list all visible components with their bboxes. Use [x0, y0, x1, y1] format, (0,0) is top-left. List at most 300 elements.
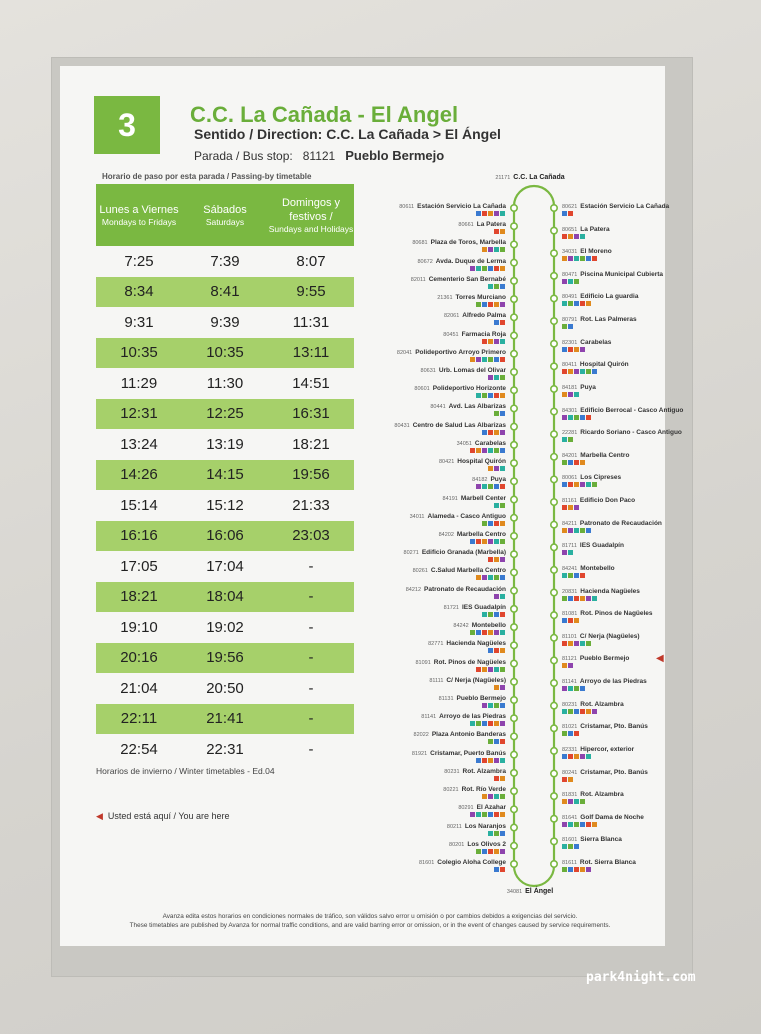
line-tag — [568, 844, 573, 849]
stop-code: 81141 — [421, 714, 437, 721]
line-tag — [500, 503, 505, 508]
line-tag — [488, 266, 493, 271]
timetable-row — [96, 307, 354, 338]
line-tag — [574, 822, 579, 827]
line-tag — [500, 575, 505, 580]
stop-right — [562, 542, 624, 555]
stop-code: 81161 — [562, 498, 577, 505]
stop-dot — [511, 423, 517, 429]
line-tag — [500, 812, 505, 817]
stop-left — [429, 677, 506, 690]
stop-name: C.Salud Marbella Centro — [430, 567, 506, 575]
stop-left — [412, 239, 506, 252]
line-tags — [443, 503, 506, 508]
line-tags — [411, 284, 506, 289]
direction-label: Sentido / Direction: — [194, 126, 323, 142]
line-tag — [494, 648, 499, 653]
line-tag — [574, 460, 579, 465]
line-tags — [421, 375, 506, 380]
line-tag — [494, 575, 499, 580]
stop-code: 80211 — [446, 823, 462, 830]
stop-dot — [551, 386, 557, 392]
line-tag — [482, 849, 487, 854]
stop-code: 82301 — [562, 339, 578, 346]
line-tag — [568, 573, 573, 578]
line-tag — [482, 721, 487, 726]
line-tag — [482, 612, 487, 617]
terminal-code: 21171 — [495, 175, 511, 181]
line-tag — [574, 415, 579, 420]
time-saturday: 7:39 — [210, 252, 240, 270]
line-tag — [568, 641, 573, 646]
line-tag — [574, 256, 579, 261]
time-weekday: 16:16 — [96, 521, 182, 552]
stop-dot — [551, 770, 557, 776]
line-tag — [574, 641, 579, 646]
stop-code: 81131 — [438, 696, 454, 702]
line-tags — [413, 575, 506, 580]
line-tag — [562, 301, 567, 306]
stop-left — [415, 659, 506, 672]
stop-right — [562, 859, 636, 872]
stop-code: 80061 — [562, 475, 578, 482]
stop-dot — [551, 680, 557, 686]
stop-dot — [511, 533, 517, 539]
line-tag — [568, 369, 573, 374]
line-tag — [580, 867, 585, 872]
line-tag — [482, 703, 487, 708]
direction-to: El Ángel — [444, 126, 501, 142]
timetable-heading: Horario de paso por esta parada / Passing-by timetable — [102, 172, 312, 181]
stop-code: 81601 — [562, 837, 578, 844]
stop-left — [406, 586, 506, 599]
stop-code: 80661 — [458, 222, 474, 229]
stop-code: 80271 — [403, 550, 419, 557]
stop-name: Avd. Las Albarizas — [448, 403, 506, 411]
line-tag — [580, 256, 585, 261]
stop-name: Alfredo Palma — [462, 312, 506, 320]
time-weekday: 9:31 — [124, 313, 154, 331]
stop-code: 84241 — [562, 565, 578, 572]
stop-dot — [551, 295, 557, 301]
time-weekday: 20:16 — [96, 643, 182, 674]
bus-stop-line — [194, 148, 444, 163]
line-tag — [500, 758, 505, 763]
stop-name: Edificio La guardia — [580, 293, 639, 301]
timetable-row — [96, 277, 354, 308]
time-saturday: 21:41 — [182, 704, 268, 735]
line-tag — [500, 703, 505, 708]
line-tag — [500, 284, 505, 289]
line-tags — [458, 229, 506, 234]
line-tags — [562, 415, 683, 420]
line-tags — [562, 505, 635, 510]
line-tag — [568, 437, 573, 442]
stop-left — [444, 604, 506, 617]
stop-code: 81641 — [562, 814, 578, 821]
time-saturday: 19:56 — [182, 643, 268, 674]
stop-dot — [511, 806, 517, 812]
stop-name: IES Guadalpín — [579, 542, 624, 550]
time-sunday: 23:03 — [268, 521, 354, 552]
line-tag — [562, 777, 567, 782]
stop-left — [404, 549, 506, 562]
stop-code: 81101 — [562, 633, 577, 640]
stop-name: Montebello — [471, 622, 506, 630]
line-tag — [568, 822, 573, 827]
stop-left — [413, 567, 506, 580]
stop-code: 81091 — [415, 659, 431, 666]
stop-dot — [511, 351, 517, 357]
line-tag — [562, 641, 567, 646]
line-tags — [562, 822, 644, 827]
stop-left — [443, 331, 506, 344]
stop-right — [562, 203, 669, 216]
time-weekday: 17:05 — [120, 557, 158, 575]
line-tag — [500, 411, 505, 416]
line-tag — [580, 347, 585, 352]
line-tags — [562, 596, 640, 601]
stop-code: 82771 — [428, 641, 444, 648]
line-tag — [482, 430, 487, 435]
line-tag — [586, 754, 591, 759]
line-tag — [494, 339, 499, 344]
line-tags — [437, 302, 506, 307]
timetable-row — [96, 246, 354, 277]
time-weekday: 21:04 — [120, 679, 158, 697]
line-tag — [586, 822, 591, 827]
stop-dot — [511, 442, 517, 448]
line-tags — [562, 460, 629, 465]
line-tag — [568, 392, 573, 397]
line-tags — [562, 482, 621, 487]
stop-left — [414, 385, 506, 398]
line-tag — [592, 596, 597, 601]
stop-code: 82041 — [396, 349, 413, 356]
time-weekday: 8:34 — [96, 277, 182, 308]
stop-dot — [511, 332, 517, 338]
stop-left — [418, 258, 507, 271]
line-tags — [419, 867, 506, 872]
line-tags — [562, 324, 637, 329]
stop-code: 80231 — [562, 701, 578, 708]
stop-name: Patronato de Recaudación — [579, 519, 662, 527]
stop-code: 80651 — [562, 226, 578, 233]
line-tag — [482, 448, 487, 453]
stop-name: Hipercor, exterior — [580, 745, 635, 753]
stop-code: 80421 — [438, 459, 455, 466]
stop-left — [443, 495, 506, 508]
stop-dot — [551, 363, 557, 369]
line-tag — [586, 867, 591, 872]
stop-name: Carabelas — [474, 439, 506, 447]
line-tag — [500, 849, 505, 854]
line-tag — [482, 302, 487, 307]
stop-dot — [551, 725, 557, 731]
line-tags — [562, 799, 624, 804]
line-tag — [470, 812, 475, 817]
stop-name: C/ Nerja (Nagüeles) — [446, 676, 506, 684]
col-saturdays: Sábados Saturdays — [182, 184, 268, 246]
line-tag — [574, 799, 579, 804]
stop-dot — [511, 861, 517, 867]
time-sunday: 19:56 — [268, 460, 354, 491]
line-tag — [500, 393, 505, 398]
line-tags — [562, 754, 634, 759]
line-tags — [412, 247, 506, 252]
line-tag — [494, 612, 499, 617]
time-sunday: 21:33 — [292, 496, 330, 514]
stop-left — [439, 458, 506, 471]
line-tag — [580, 482, 585, 487]
stop-left — [412, 750, 506, 763]
line-tag — [482, 521, 487, 526]
line-tag — [488, 357, 493, 362]
stop-left — [472, 476, 506, 489]
line-tags — [458, 812, 506, 817]
stop-dot — [511, 660, 517, 666]
line-tag — [592, 369, 597, 374]
line-tag — [500, 339, 505, 344]
line-tags — [447, 831, 506, 836]
stop-right — [562, 746, 634, 759]
terminal-name: El Ángel — [525, 888, 554, 895]
line-tag — [586, 256, 591, 261]
stop-label: Parada / Bus stop: — [194, 149, 293, 163]
line-tag — [494, 302, 499, 307]
stop-code: 34011 — [409, 513, 425, 520]
timetable-row — [96, 673, 354, 704]
line-tags — [406, 594, 506, 599]
line-tag — [568, 301, 573, 306]
stop-dot — [551, 205, 557, 211]
red-triangle-icon: ◀ — [96, 811, 103, 821]
stop-name: Rot. Pinos de Nagüeles — [580, 610, 653, 618]
line-tag — [562, 550, 567, 555]
line-tag — [562, 324, 567, 329]
time-sunday: - — [268, 704, 354, 735]
timetable-row — [96, 704, 354, 735]
stop-code: 80441 — [430, 404, 446, 411]
line-tag — [500, 867, 505, 872]
stop-right — [562, 293, 638, 306]
line-tag — [488, 284, 493, 289]
stop-right — [562, 497, 635, 510]
stop-dot — [511, 515, 517, 521]
stop-dot — [511, 259, 517, 265]
time-weekday: 19:10 — [120, 618, 158, 636]
stop-dot — [511, 241, 517, 247]
line-tag — [568, 686, 573, 691]
stop-dot — [551, 454, 557, 460]
line-tag — [574, 505, 579, 510]
stop-name: IES Guadalpín — [461, 603, 506, 611]
stop-name: Torres Murciano — [455, 294, 506, 302]
line-tags — [412, 758, 506, 763]
line-tag — [562, 799, 567, 804]
terminal-code: 34081 — [506, 889, 523, 895]
stop-code: 80221 — [443, 787, 459, 794]
line-tag — [500, 375, 505, 380]
stop-name: El Moreno — [580, 248, 612, 256]
stop-code: 81711 — [562, 543, 577, 550]
timetable-row — [96, 551, 354, 582]
line-tag — [562, 754, 567, 759]
line-tag — [562, 211, 567, 216]
stop-left — [410, 513, 506, 526]
line-tag — [470, 630, 475, 635]
stop-name: La Patera — [580, 225, 610, 233]
stop-dot — [551, 476, 557, 482]
line-tag — [482, 211, 487, 216]
stop-dot — [511, 624, 517, 630]
line-tags — [472, 484, 506, 489]
line-tag — [500, 630, 505, 635]
line-tag — [488, 849, 493, 854]
line-tag — [494, 484, 499, 489]
stop-left — [437, 294, 506, 307]
stop-name: Puya — [490, 476, 506, 484]
stop-dot — [511, 697, 517, 703]
stop-name: Rot. Pinos de Nagüeles — [433, 658, 506, 666]
stop-dot — [511, 478, 517, 484]
line-tag — [488, 211, 493, 216]
stop-dot — [551, 250, 557, 256]
stop-code: 81121 — [562, 656, 577, 663]
line-tags — [439, 703, 506, 708]
line-tag — [470, 448, 475, 453]
stop-code: 84211 — [562, 520, 577, 527]
line-tag — [494, 849, 499, 854]
line-tag — [574, 369, 579, 374]
time-saturday: 19:02 — [206, 618, 244, 636]
line-tag — [494, 594, 499, 599]
stop-right — [562, 723, 648, 736]
line-tag — [580, 573, 585, 578]
stop-dot — [511, 369, 517, 375]
line-tag — [586, 596, 591, 601]
line-tags — [562, 392, 596, 397]
line-tags — [562, 663, 629, 668]
stop-code: 21361 — [437, 295, 453, 302]
stop-dot — [551, 793, 557, 799]
stop-name: Edificio Berrocal - Casco Antiguo — [580, 406, 684, 414]
here-en: You are here — [178, 811, 230, 821]
stop-dot — [551, 861, 557, 867]
line-tag — [488, 521, 493, 526]
line-tag — [562, 822, 567, 827]
line-tag — [500, 448, 505, 453]
line-tag — [562, 618, 567, 623]
stop-name: Cristamar, Puerto Banús — [430, 749, 506, 757]
line-tag — [562, 234, 567, 239]
stop-dot — [551, 589, 557, 595]
line-tag — [500, 831, 505, 836]
stop-right — [562, 633, 640, 646]
stop-left — [394, 422, 506, 435]
stop-name: Hospital Quirón — [579, 361, 629, 369]
time-sunday: - — [308, 740, 314, 758]
line-tag — [494, 229, 499, 234]
line-tags — [562, 686, 647, 691]
stop-right — [562, 588, 640, 601]
line-tag — [476, 758, 481, 763]
terminal-name: C.C. La Cañada — [513, 174, 565, 181]
line-tag — [494, 211, 499, 216]
stop-name: Piscina Municipal Cubierta — [580, 270, 664, 278]
line-tag — [562, 279, 567, 284]
stop-code: 80681 — [412, 240, 428, 247]
stop-dot — [511, 587, 517, 593]
line-tag — [574, 731, 579, 736]
time-sunday: 8:07 — [296, 252, 326, 270]
stop-name: Pueblo Bermejo — [579, 655, 630, 663]
line-tags — [562, 437, 682, 442]
line-tag — [494, 831, 499, 836]
stop-name: Rot. Río Verde — [461, 786, 506, 794]
stop-left — [411, 276, 506, 289]
line-tag — [574, 347, 579, 352]
line-tag — [476, 721, 481, 726]
line-tag — [500, 266, 505, 271]
line-tag — [494, 521, 499, 526]
timetable-row — [96, 399, 354, 430]
line-tags — [399, 211, 506, 216]
line-tag — [586, 709, 591, 714]
line-tag — [562, 256, 567, 261]
stop-name: Pueblo Bermejo — [456, 695, 506, 702]
stop-left — [439, 531, 506, 544]
stop-dot — [511, 405, 517, 411]
line-tag — [500, 794, 505, 799]
stop-dot — [551, 341, 557, 347]
line-tag — [568, 211, 573, 216]
stop-code: 80291 — [458, 805, 474, 812]
line-tag — [488, 302, 493, 307]
stop-code: 81081 — [562, 611, 578, 618]
line-tag — [568, 867, 573, 872]
stop-name: Cristamar, Pto. Banús — [580, 723, 648, 731]
timetable-row — [96, 734, 354, 765]
line-tag — [574, 234, 579, 239]
stop-name: Pueblo Bermejo — [345, 148, 445, 163]
line-tag — [470, 539, 475, 544]
time-sunday: 11:31 — [292, 313, 330, 331]
stop-dot — [511, 551, 517, 557]
stop-dot — [511, 569, 517, 575]
line-tag — [580, 528, 585, 533]
stop-dot — [551, 657, 557, 663]
stop-name: C/ Nerja (Nagüeles) — [579, 632, 640, 640]
line-tags — [562, 867, 636, 872]
line-tags — [444, 320, 506, 325]
stop-code: 80411 — [562, 362, 577, 369]
line-tag — [580, 596, 585, 601]
stop-dot — [511, 843, 517, 849]
line-tag — [494, 539, 499, 544]
line-tag — [574, 867, 579, 872]
stop-code: 81831 — [562, 792, 578, 799]
line-tag — [488, 557, 493, 562]
stop-right — [562, 836, 622, 849]
line-tags — [397, 357, 506, 362]
line-tag — [580, 460, 585, 465]
line-tag — [562, 686, 567, 691]
stop-code: 81141 — [562, 679, 577, 686]
stop-name: Edificio Don Paco — [579, 497, 636, 505]
stop-dot — [511, 770, 517, 776]
line-tags — [444, 612, 506, 617]
